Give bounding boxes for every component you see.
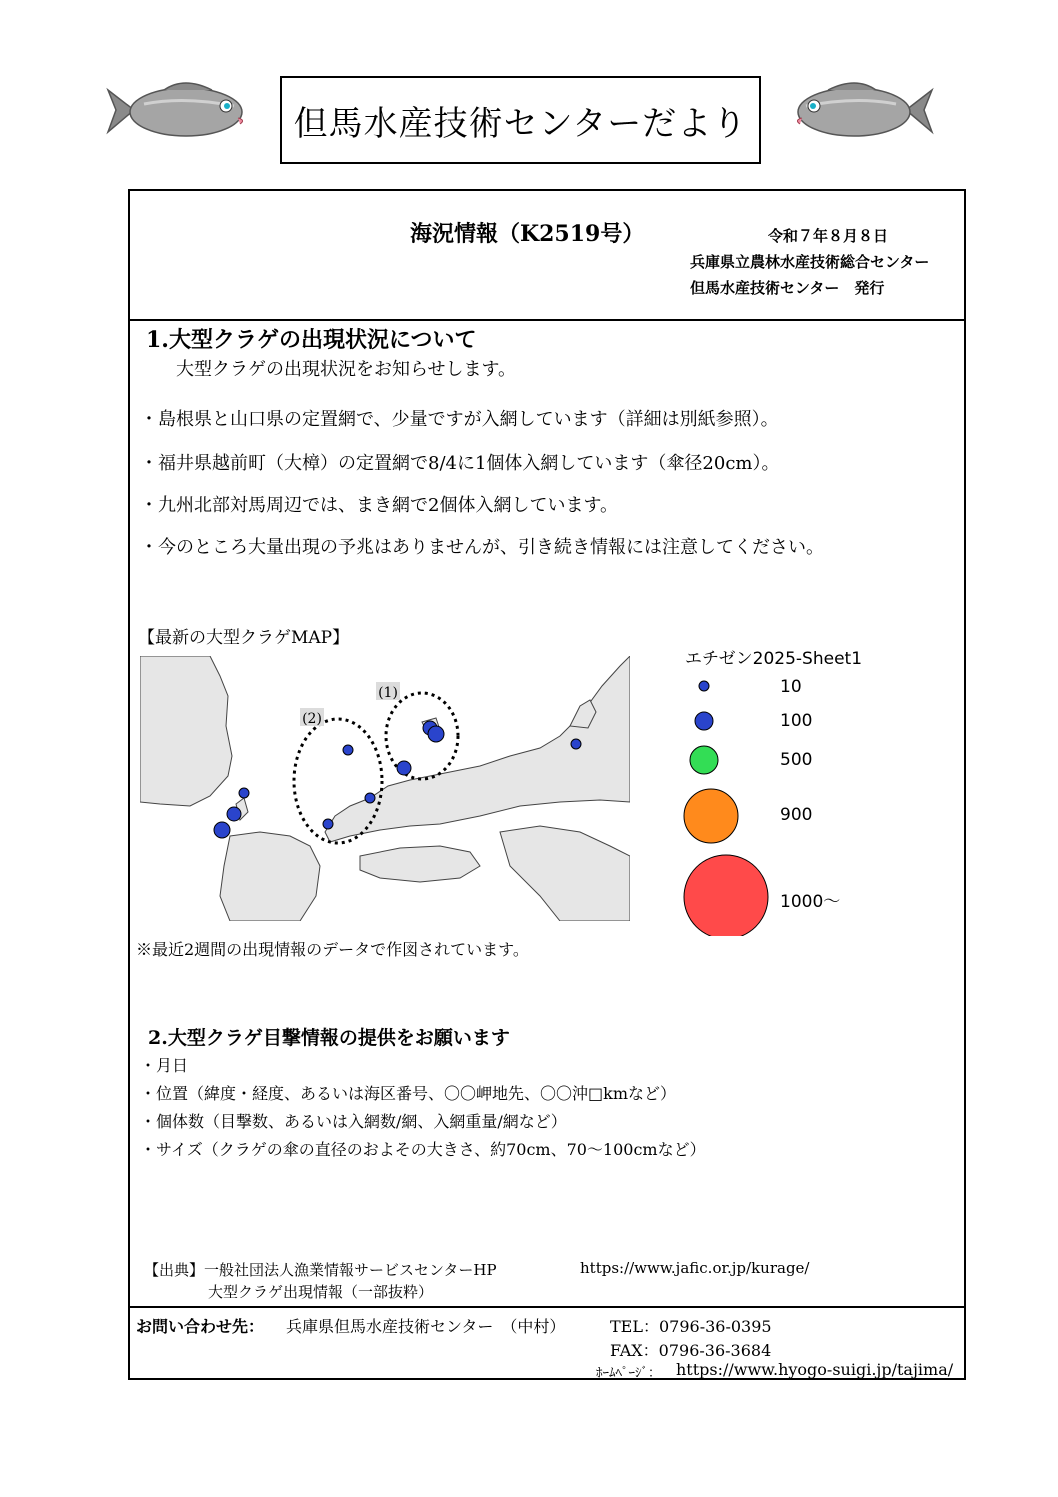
contact-tel: TEL：0796-36-0395 <box>610 1317 772 1336</box>
sighting-point <box>323 819 333 829</box>
fish-icon <box>786 74 936 146</box>
region-label-1: (1) <box>378 685 398 701</box>
issue-title: 海況情報（K2519号） <box>410 221 645 247</box>
masthead-title-box <box>280 76 761 164</box>
sighting-point <box>397 761 411 775</box>
fish-icon <box>104 74 254 146</box>
request-item: ・個体数（目撃数、あるいは入網数/網、入網重量/網など） <box>140 1112 567 1131</box>
sighting-point <box>239 788 249 798</box>
section1-title: 1.大型クラゲの出現状況について <box>146 327 477 353</box>
legend-marker-10 <box>699 681 709 691</box>
status-bullet: ・九州北部対馬周辺では、まき網で2個体入網しています。 <box>140 495 619 516</box>
legend-marker-500 <box>690 746 718 774</box>
request-item: ・月日 <box>140 1056 189 1075</box>
map-note: ※最近2週間の出現情報のデータで作図されています。 <box>136 940 529 959</box>
newsletter-frame <box>128 189 966 1380</box>
request-item: ・サイズ（クラゲの傘の直径のおよその大きさ、約70cm、70～100cmなど） <box>140 1140 706 1159</box>
legend-label: 100 <box>780 711 813 731</box>
legend-label: 900 <box>780 805 813 825</box>
issue-header <box>130 191 964 321</box>
section2-title: 2.大型クラゲ目撃情報の提供をお願います <box>148 1027 510 1049</box>
contact-fax: FAX：0796-36-3684 <box>610 1341 772 1360</box>
legend-marker-1000 <box>684 855 768 936</box>
sighting-point <box>227 807 241 821</box>
legend-title: エチゼン2025-Sheet1 <box>685 649 863 669</box>
sighting-point <box>214 822 230 838</box>
issuer-org: 兵庫県立農林水産技術総合センター <box>690 253 930 271</box>
issue-date: 令和７年８月８日 <box>768 227 889 245</box>
region-label-2: (2) <box>302 711 322 727</box>
jellyfish-map <box>140 656 630 921</box>
legend-label: 10 <box>780 677 802 697</box>
status-bullet: ・今のところ大量出現の予兆はありませんが、引き続き情報には注意してください。 <box>140 537 824 558</box>
map-legend <box>670 666 790 936</box>
homepage-label: ﾎｰﾑﾍﾟｰｼﾞ： <box>596 1366 662 1381</box>
request-item: ・位置（緯度・経度、あるいは海区番号、〇〇岬地先、〇〇沖□kmなど） <box>140 1084 676 1103</box>
sighting-point <box>365 793 375 803</box>
masthead-title: 但馬水産技術センターだより <box>293 103 748 144</box>
section1-intro: 大型クラゲの出現状況をお知らせします。 <box>176 359 517 380</box>
homepage-link[interactable]: https://www.hyogo-suigi.jp/tajima/ <box>676 1360 954 1379</box>
sighting-point <box>343 745 353 755</box>
map-label: 【最新の大型クラゲMAP】 <box>138 628 350 648</box>
sighting-point <box>428 726 444 742</box>
legend-marker-100 <box>695 712 713 730</box>
contact-name: 兵庫県但馬水産技術センター （中村） <box>286 1317 566 1336</box>
status-bullet: ・福井県越前町（大樟）の定置網で8/4に1個体入網しています（傘径20cm）。 <box>140 453 780 474</box>
status-bullet: ・島根県と山口県の定置網で、少量ですが入網しています（詳細は別紙参照）。 <box>140 409 779 430</box>
legend-label: 1000～ <box>780 892 841 912</box>
source-subtitle: 大型クラゲ出現情報（一部抜粋） <box>208 1283 434 1301</box>
contact-label: お問い合わせ先： <box>136 1317 265 1336</box>
sighting-point <box>571 739 581 749</box>
legend-marker-900 <box>684 789 738 843</box>
source-link[interactable]: https://www.jafic.or.jp/kurage/ <box>580 1259 810 1277</box>
legend-label: 500 <box>780 750 813 770</box>
issuer-suborg: 但馬水産技術センター 発行 <box>690 279 885 297</box>
contact-block <box>130 1306 964 1380</box>
source-credit: 【出典】一般社団法人漁業情報サービスセンターHP <box>144 1261 497 1279</box>
